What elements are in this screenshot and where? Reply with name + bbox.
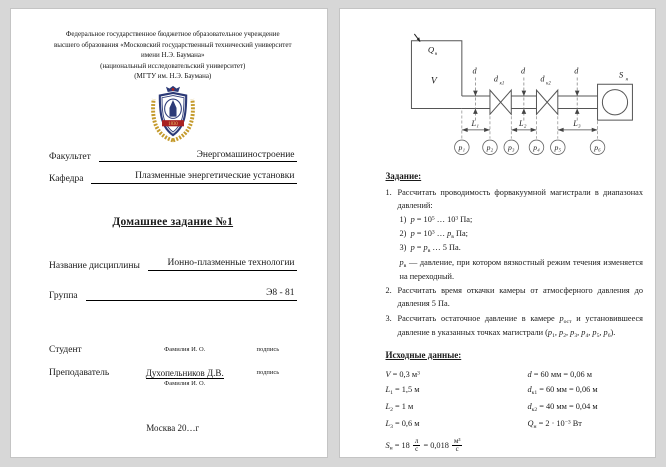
student-signature-row [49, 345, 297, 355]
task-text: Рассчитать остаточное давление в камере $p_{ост}$ и установившееся давление в указанных точках магистрали ($p_1$, $p_2$, $p_3$, $p_4$, $p_5$, $p_6$). [397, 314, 643, 339]
teacher-label: Преподаватель [49, 368, 110, 378]
d-arrow [521, 91, 526, 96]
name-caption: Фамилия И. О. [164, 380, 206, 387]
founding-year: 1830 [167, 121, 178, 127]
p4-label: p₄ [532, 143, 540, 153]
teacher-name-col [130, 368, 239, 387]
dim-arrow [557, 128, 563, 132]
data-line: $L_3 = 0,6$ м [385, 418, 420, 430]
d-arrow [473, 109, 478, 114]
vacuum-system-diagram [394, 29, 644, 164]
dim-arrow [461, 128, 467, 132]
initial-data [386, 366, 644, 454]
valve-1-icon [489, 90, 510, 114]
task-text: Рассчитать время откачки камеры от атмосферного давления до давления 5 Па. [397, 286, 643, 309]
task-number: 2. [385, 286, 392, 296]
length-label-2: L₂ [518, 118, 526, 128]
teacher-sign-col [239, 368, 296, 387]
discipline-label: Название дисциплины [49, 261, 140, 272]
chamber-label: V [430, 75, 437, 87]
city-year-line: Москва 20…г [146, 423, 200, 433]
department-label: Кафедра [49, 174, 84, 185]
homework-title: Домашнее задание №1 [112, 216, 234, 229]
d-arrow [521, 109, 526, 114]
pump-label: S [618, 69, 623, 80]
dim-arrow [511, 128, 517, 132]
teacher-name: Духопельников Д.В. [145, 368, 224, 378]
d-arrow [574, 109, 579, 114]
discipline-value: Ионно-плазменные технологии [148, 258, 297, 271]
dim-arrow [484, 128, 490, 132]
data-line: $S_н = 18$ $\frac{л}{с}$ = 0,018 $\frac{\text{м³}}{с}$ [385, 436, 461, 453]
vacuum-schematic [394, 29, 646, 159]
p5-label: p₅ [554, 143, 561, 153]
university-header [49, 29, 297, 82]
dim-arrow [591, 128, 597, 132]
task-item-1 [386, 187, 644, 213]
faculty-label: Факультет [49, 152, 91, 163]
task-item-3 [386, 313, 644, 340]
range-item: 3) $p = p_в$ … 5 Па. [399, 243, 461, 255]
p2-label: p₂ [486, 143, 493, 153]
task-number: 1. [385, 187, 392, 197]
task-heading: Задание: [385, 171, 422, 181]
eagle-center [171, 87, 174, 90]
task-page [339, 8, 657, 458]
pump-label-sub: н [625, 77, 628, 83]
title-page [10, 8, 328, 458]
faculty-value: Энергомашиностроение [99, 150, 297, 163]
pipe-section-3 [557, 96, 597, 109]
valve-2-label-sub: к2 [545, 81, 551, 87]
diameter-label-2: d [520, 66, 525, 76]
p6-label: p₆ [593, 143, 601, 153]
task-item-2 [386, 285, 644, 311]
data-line: $Q_н = 2 \cdot 10^{-3}$ Вт [527, 418, 582, 430]
pump-rotor [602, 90, 627, 115]
data-line: d = 60 мм = 0,06 м [527, 369, 593, 379]
d-arrow [574, 91, 579, 96]
name-caption: Фамилия И. О. [164, 346, 206, 353]
signature-block [49, 345, 297, 387]
discipline-row [49, 258, 297, 271]
group-row [49, 288, 297, 301]
length-label-3: L₃ [572, 118, 581, 128]
pressure-ranges-list [400, 214, 644, 284]
department-row [49, 171, 297, 184]
pipe-section-1 [461, 96, 489, 109]
valve-1-label-sub: к1 [499, 81, 504, 87]
task-number: 3. [385, 314, 392, 324]
d-arrow [473, 91, 478, 96]
bmstu-crest-icon [146, 85, 200, 143]
diameter-label-3: d [573, 66, 578, 76]
data-line: $d_{к1} = 60$ мм = 0,06 м [527, 385, 598, 397]
length-label-1: L₁ [471, 118, 479, 128]
valve-2-label: d [539, 74, 544, 84]
data-column-right [528, 366, 644, 454]
department-value: Плазменные энергетические установки [91, 171, 296, 184]
data-column-left [386, 366, 528, 454]
sign-caption: подпись [256, 369, 280, 376]
group-value: Э8 - 81 [86, 288, 297, 301]
header-line: Федеральное государственное бюджетное образовательное учреждение [65, 30, 280, 38]
student-sign-col [239, 345, 296, 355]
data-line: $L_2 = 1$ м [385, 402, 414, 414]
header-line: высшего образования «Московский государственный технический университет [53, 40, 292, 49]
data-line: V = 0,3 $м^3$ [385, 369, 420, 379]
p1-label: p₁ [458, 143, 465, 153]
task-text: Рассчитать проводимость форвакуумной магистрали в диапазонах давлений: [397, 187, 643, 210]
leak-label: Q [427, 44, 434, 55]
diameter-label-1: d [472, 66, 477, 76]
dim-arrow [530, 128, 536, 132]
student-label: Студент [49, 345, 82, 355]
header-line: (МГТУ им. Н.Э. Баумана) [134, 72, 212, 80]
range-item: 1) $p = 10^5$ … $10^3$ Па; [399, 214, 473, 224]
university-emblem [49, 85, 297, 143]
range-item: 2) $p = 10^3$ … $p_в$ Па; [399, 228, 468, 240]
pv-note: $p_в$ — давление, при котором вязкостный режим течения изменяется на переходный. [399, 257, 643, 281]
leak-label-sub: н [434, 52, 437, 58]
valve-1-label: d [493, 74, 498, 84]
group-label: Группа [49, 291, 78, 301]
p3-label: p₃ [507, 143, 515, 153]
valve-2-icon [536, 90, 557, 114]
header-line: имени Н.Э. Баумана» [141, 51, 205, 59]
teacher-signature-row [49, 368, 297, 387]
faculty-row [49, 150, 297, 163]
data-line: $L_1 = 1,5$ м [385, 385, 420, 397]
sign-caption: подпись [256, 346, 280, 353]
student-name-col [130, 345, 239, 355]
data-line: $d_{к2} = 40$ мм = 0,04 м [527, 402, 598, 414]
data-heading: Исходные данные: [385, 349, 462, 360]
header-line: (национальный исследовательский университет) [100, 61, 246, 70]
